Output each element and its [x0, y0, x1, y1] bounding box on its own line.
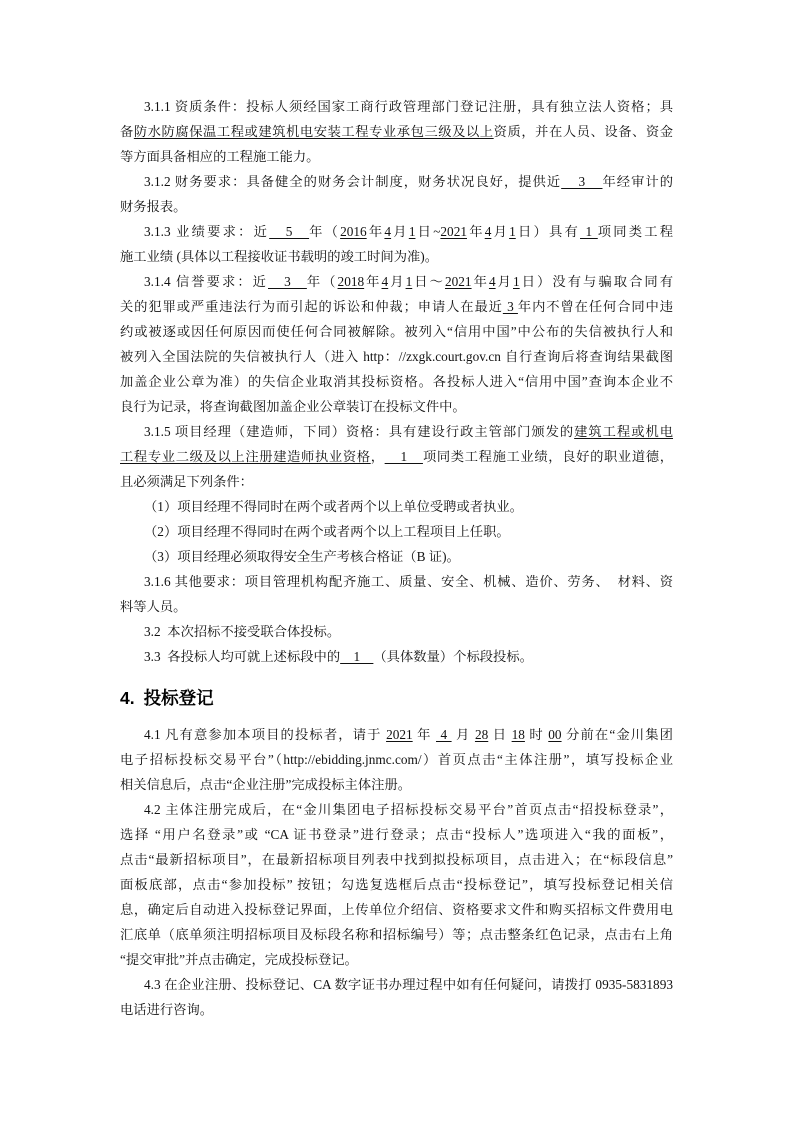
text-line: [120, 722, 673, 747]
text-segment: 电子招标投标交易平台”（http://ebidding.jnmc.com/）首页点击“主体注册”，填写投标企业: [120, 752, 673, 767]
underlined-fill-in: 3: [561, 174, 603, 189]
underlined-fill-in: 4: [436, 727, 452, 742]
text-segment: 日）具有: [515, 224, 581, 239]
underlined-fill-in: 3: [502, 299, 518, 314]
document-body: [120, 94, 673, 1022]
underlined-fill-in: 28: [474, 727, 489, 742]
clause-3-2-no-consortium: [120, 619, 673, 644]
heading-title: 投标登记: [143, 688, 214, 708]
text-line: [120, 847, 673, 872]
text-segment: 料等人员。: [120, 599, 187, 614]
text-line: [120, 947, 673, 972]
text-segment: 3.1.6 其他要求：项目管理机构配齐施工、质量、安全、机械、造价、劳务、 材料、资: [144, 574, 673, 589]
clause-3-1-5-project-manager: [120, 419, 673, 494]
text-line: [120, 419, 673, 444]
text-segment: 3.1.4 信誉要求：近: [144, 274, 268, 289]
text-segment: 年（: [309, 224, 341, 239]
text-line: [120, 394, 673, 419]
text-segment: 相关信息后，点击“企业注册”完成投标主体注册。: [120, 777, 412, 792]
text-segment: 分前在“金川集团: [561, 727, 673, 742]
text-segment: 月: [491, 224, 510, 239]
text-line: [120, 897, 673, 922]
underlined-fill-in: 1: [580, 224, 598, 239]
text-segment: 日～: [412, 274, 445, 289]
underlined-fill-in: 建筑工程或机电: [574, 424, 674, 439]
pm-condition-3: [120, 544, 673, 569]
text-line: [120, 144, 673, 169]
text-line: [120, 644, 673, 669]
text-segment: 3.1.2 财务要求：具备健全的财务会计制度，财务状况良好，提供近: [144, 174, 562, 189]
text-line: [120, 594, 673, 619]
text-segment: 年经审计的: [602, 174, 674, 189]
section-4-bid-registration: [120, 722, 673, 1022]
text-segment: 3.1.5 项目经理（建造师，下同）资格：具有建设行政主管部门颁发的: [144, 424, 575, 439]
text-line: [120, 747, 673, 772]
text-segment: “提交审批”并点击确定，完成投标登记。: [120, 952, 358, 967]
text-line: [120, 294, 673, 319]
text-segment: 年内不曾在任何合同中违: [517, 299, 674, 314]
text-line: [120, 119, 673, 144]
underlined-fill-in: 1: [408, 224, 416, 239]
text-segment: 月: [451, 727, 475, 742]
text-segment: 4.1 凡有意参加本项目的投标者，请于: [144, 727, 387, 742]
section-3-eligibility-requirements: [120, 94, 673, 669]
text-line: [120, 797, 673, 822]
pm-condition-1: [120, 494, 673, 519]
pm-condition-2: [120, 519, 673, 544]
text-line: [120, 569, 673, 594]
text-segment: 被列入全国法院的失信被执行人（进入 http：//zxgk.court.gov.cn 自行查询后将查询结果截图: [120, 349, 673, 364]
underlined-fill-in: 00: [548, 727, 562, 742]
text-line: [120, 169, 673, 194]
text-segment: 时: [524, 727, 549, 742]
text-segment: 月: [388, 274, 406, 289]
underlined-fill-in: 1: [340, 649, 374, 664]
text-segment: 月: [391, 224, 409, 239]
underlined-fill-in: 防水防腐保温工程或建筑机电安装工程专业承包三级及以上: [133, 124, 494, 139]
text-segment: 年（: [306, 274, 338, 289]
text-segment: 施工业绩 (具体以工程接收证书载明的竣工时间为准)。: [120, 249, 439, 264]
text-segment: 年: [412, 727, 437, 742]
text-segment: 财务报表。: [120, 199, 187, 214]
underlined-fill-in: 4: [488, 274, 496, 289]
text-line: [120, 244, 673, 269]
clause-4-3-inquiry: [120, 972, 673, 1022]
text-line: [120, 922, 673, 947]
text-line: [120, 94, 673, 119]
section-4-heading: [120, 683, 673, 713]
text-segment: 项同类工程: [597, 224, 674, 239]
text-segment: 加盖企业公章为准）的失信企业取消其投标资格。各投标人进入“信用中国”查询本企业不: [120, 374, 673, 389]
text-segment: 年: [466, 224, 485, 239]
clause-3-1-3-performance: [120, 219, 673, 269]
underlined-fill-in: 5: [269, 224, 310, 239]
clause-4-2-bid-registration: [120, 797, 673, 972]
clause-3-1-6-other-staff: [120, 569, 673, 619]
text-segment: 日~: [415, 224, 441, 239]
clause-3-1-4-reputation: [120, 269, 673, 419]
text-line: [120, 544, 673, 569]
clause-4-1-entity-registration: [120, 722, 673, 797]
text-line: [120, 369, 673, 394]
text-segment: 月: [495, 274, 513, 289]
text-segment: 4.2 主体注册完成后，在“金川集团电子招标投标交易平台”首页点击“招投标登录”，: [144, 802, 673, 817]
underlined-fill-in: 2021: [440, 224, 467, 239]
text-segment: 点击“最新招标项目”，在最新招标项目列表中找到拟投标项目，点击进入；在“标段信息”: [120, 852, 673, 867]
text-line: [120, 494, 673, 519]
underlined-fill-in: 1: [513, 274, 520, 289]
text-segment: 年: [366, 224, 385, 239]
text-segment: （3）项目经理必须取得安全生产考核合格证（B 证)。: [144, 549, 460, 564]
text-segment: 电话进行咨询。: [120, 1002, 214, 1017]
text-segment: 资质，并在人员、设备、资金: [493, 124, 674, 139]
text-segment: ，: [370, 449, 385, 464]
clause-3-3-lot-bidding: [120, 644, 673, 669]
text-line: [120, 469, 673, 494]
underlined-fill-in: 1: [405, 274, 413, 289]
text-line: [120, 519, 673, 544]
text-segment: （1）项目经理不得同时在两个或者两个以上单位受聘或者执业。: [144, 499, 523, 514]
text-segment: 3.2 本次招标不接受联合体投标。: [144, 624, 341, 639]
text-line: [120, 194, 673, 219]
text-segment: 息，确定后自动进入投标登记界面，上传单位介绍信、资格要求文件和购买招标文件费用电: [120, 902, 673, 917]
underlined-fill-in: 3: [268, 274, 307, 289]
text-segment: 良行为记录，将查询截图加盖企业公章装订在投标文件中。: [120, 399, 466, 414]
text-segment: （具体数量）个标段投标。: [373, 649, 533, 664]
text-line: [120, 972, 673, 997]
text-line: [120, 444, 673, 469]
text-line: [120, 619, 673, 644]
text-segment: 关的犯罪或严重违法行为而引起的诉讼和仲裁；申请人在最近: [120, 299, 503, 314]
text-segment: 3.3 各投标人均可就上述标段中的: [144, 649, 341, 664]
text-segment: 汇底单（底单须注明招标项目及标段名称和招标编号）等；点击整条红色记录，点击右上角: [120, 927, 673, 942]
text-segment: 3.1.3 业绩要求：近: [144, 224, 270, 239]
underlined-fill-in: 18: [511, 727, 525, 742]
underlined-fill-in: 4: [381, 274, 389, 289]
text-segment: 3.1.1 资质条件：投标人须经国家工商行政管理部门登记注册，具有独立法人资格；具: [144, 99, 673, 114]
underlined-fill-in: 1: [384, 449, 423, 464]
text-segment: 备: [120, 124, 134, 139]
text-segment: 面板底部，点击“参加投标” 按钮；勾选复选框后点击“投标登记”，填写投标登记相关信: [120, 877, 673, 892]
text-line: [120, 772, 673, 797]
text-segment: 年: [471, 274, 489, 289]
underlined-fill-in: 2021: [444, 274, 472, 289]
text-line: [120, 319, 673, 344]
text-segment: 日: [488, 727, 512, 742]
text-line: [120, 997, 673, 1022]
text-line: [120, 822, 673, 847]
underlined-fill-in: 2018: [337, 274, 365, 289]
underlined-fill-in: 2016: [340, 224, 367, 239]
clause-3-1-1-qualification: [120, 94, 673, 169]
underlined-fill-in: 4: [484, 224, 492, 239]
text-segment: 项同类工程施工业绩，良好的职业道德，: [422, 449, 674, 464]
underlined-fill-in: 4: [384, 224, 392, 239]
text-line: [120, 269, 673, 294]
text-segment: （2）项目经理不得同时在两个或者两个以上工程项目上任职。: [144, 524, 510, 539]
text-line: [120, 219, 673, 244]
clause-3-1-2-financial: [120, 169, 673, 219]
underlined-fill-in: 1: [509, 224, 516, 239]
text-segment: 约或被逐或因任何原因而使任何合同被解除。被列入“信用中国”中公布的失信被执行人和: [120, 324, 673, 339]
text-segment: 等方面具备相应的工程施工能力。: [120, 149, 320, 164]
text-segment: 日）没有与骗取合同有: [519, 274, 674, 289]
underlined-fill-in: 2021: [386, 727, 413, 742]
text-segment: 年: [364, 274, 382, 289]
text-segment: 且必须满足下列条件：: [120, 474, 253, 489]
heading-number: 4.: [120, 688, 135, 708]
underlined-fill-in: 工程专业二级及以上注册建造师执业资格: [120, 449, 371, 464]
text-line: [120, 344, 673, 369]
text-segment: 选择 “用户名登录”或 “CA 证书登录”进行登录；点击“投标人”选项进入“我的面板”，: [120, 827, 673, 842]
text-segment: 4.3 在企业注册、投标登记、CA 数字证书办理过程中如有任何疑问，请拨打 0935-5831893: [144, 977, 673, 992]
text-line: [120, 872, 673, 897]
